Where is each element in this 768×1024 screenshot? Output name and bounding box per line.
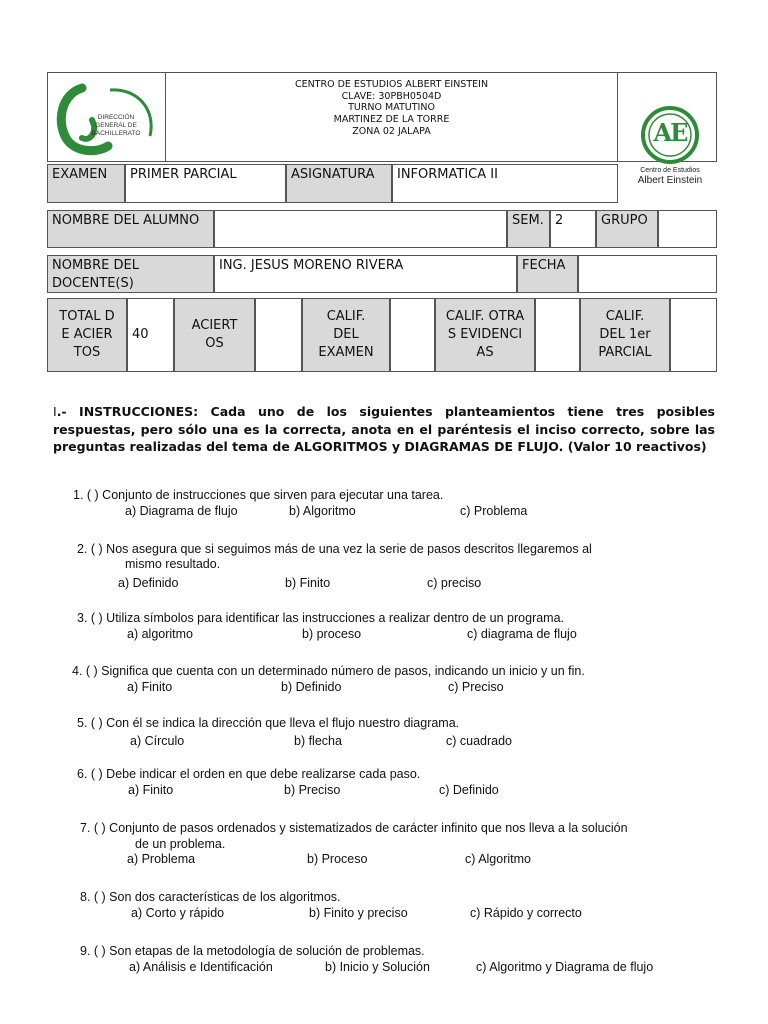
q7-option-b: b) Proceso (307, 852, 368, 866)
examen-value: PRIMER PARCIAL (125, 164, 286, 203)
sem-label: SEM. (507, 210, 550, 248)
calif-otras-value[interactable] (535, 298, 580, 372)
ae-caption-1: Centro de Estudios (640, 167, 700, 174)
q2-option-a: a) Definido (118, 576, 179, 590)
question-3: 3. ( ) Utiliza símbolos para identificar las instrucciones a realizar dentro de un programa. (77, 611, 565, 625)
calif-examen-value[interactable] (390, 298, 435, 372)
examen-label: EXAMEN (47, 164, 125, 203)
ae-logo-letters: AE (653, 118, 687, 147)
asignatura-value: INFORMATICA II (392, 164, 618, 203)
q7-option-c: c) Algoritmo (465, 852, 531, 866)
question-stem: 1. ( ) Conjunto de instrucciones que sirven para ejecutar una tarea. (73, 488, 444, 502)
docente-value: ING. JESUS MORENO RIVERA (214, 255, 517, 293)
alumno-label: NOMBRE DEL ALUMNO (47, 210, 214, 248)
q8-option-c: c) Rápido y correcto (470, 906, 582, 920)
q1-option-c: c) Problema (460, 504, 528, 518)
grupo-label: GRUPO (596, 210, 658, 248)
q8-option-a: a) Corto y rápido (131, 906, 225, 920)
question-6: 6. ( ) Debe indicar el orden en que debe realizarse cada paso. (77, 767, 421, 781)
total-aciertos-label: TOTAL DE ACIERTOS (47, 298, 127, 372)
question-7: 7. ( ) Conjunto de pasos ordenados y sistematizados de carácter infinito que nos lleva a la solución (80, 821, 628, 835)
question-8: 8. ( ) Son dos características de los algoritmos. (80, 890, 341, 904)
q1-option-a: a) Diagrama de flujo (125, 504, 238, 518)
question-4: 4. ( ) Significa que cuenta con un determinado número de pasos, indicando un inicio y un fin. (72, 664, 585, 678)
q6-option-b: b) Preciso (284, 783, 341, 797)
instructions (53, 403, 715, 456)
q6-option-c: c) Definido (439, 783, 499, 797)
q5-option-a: a) Círculo (130, 734, 185, 748)
q6-option-a: a) Finito (128, 783, 174, 797)
total-aciertos-value: 40 (127, 298, 174, 372)
fecha-value[interactable] (578, 255, 717, 293)
q8-option-b: b) Finito y preciso (309, 906, 408, 920)
calif-otras-label: CALIF. OTRAS EVIDENCIAS (435, 298, 535, 372)
dgb-logo (52, 80, 162, 158)
fecha-label: FECHA (517, 255, 578, 293)
grupo-value[interactable] (658, 210, 717, 248)
q2-option-b: b) Finito (285, 576, 331, 590)
aciertos-value[interactable] (255, 298, 302, 372)
q9-option-a: a) Análisis e Identificación (129, 960, 273, 974)
albert-einstein-logo (620, 104, 720, 196)
aciertos-label: ACIERTOS (174, 298, 255, 372)
calif-parcial-value[interactable] (670, 298, 717, 372)
school-header (165, 72, 618, 162)
q5-option-c: c) cuadrado (446, 734, 513, 748)
q5-option-b: b) flecha (294, 734, 342, 748)
calif-parcial-label: CALIF. DEL 1er PARCIAL (580, 298, 670, 372)
q9-option-b: b) Inicio y Solución (325, 960, 430, 974)
asignatura-label: ASIGNATURA (286, 164, 392, 203)
calif-examen-label: CALIF. DEL EXAMEN (302, 298, 390, 372)
ae-caption-2: Albert Einstein (637, 175, 703, 186)
instructions-text: .- INSTRUCCIONES: Cada uno de los siguientes planteamientos tiene tres posibles respuestas, pero sólo una es la correcta, anota en el paréntesis el inciso correcto, sobre las preguntas realizadas del tema de ALGORITMOS y DIAGRAMAS DE FLUJO. (Valor 10 reactivos) (53, 404, 715, 454)
dgb-logo-line-2: GENERAL DE (95, 122, 137, 129)
question-9: 9. ( ) Son etapas de la metodología de solución de problemas. (80, 944, 425, 958)
question-7-continued: de un problema. (135, 837, 226, 851)
question-1 (73, 487, 443, 503)
q2-option-c: c) preciso (427, 576, 482, 590)
q4-option-b: b) Definido (281, 680, 342, 694)
docente-label: NOMBRE DEL DOCENTE(S) (47, 255, 214, 293)
question-5: 5. ( ) Con él se indica la dirección que lleva el flujo nuestro diagrama. (77, 716, 460, 730)
q9-option-c: c) Algoritmo y Diagrama de flujo (476, 960, 654, 974)
sem-value: 2 (550, 210, 596, 248)
q7-option-a: a) Problema (127, 852, 196, 866)
dgb-logo-line-1: DIRECCIÓN (97, 114, 135, 121)
alumno-value[interactable] (214, 210, 507, 248)
school-city: MARTINEZ DE LA TORRE (333, 114, 450, 126)
question-2-continued: mismo resultado. (125, 557, 221, 571)
q3-option-a: a) algoritmo (127, 627, 193, 641)
school-turno: TURNO MATUTINO (348, 102, 435, 114)
school-name: CENTRO DE ESTUDIOS ALBERT EINSTEIN (294, 79, 489, 90)
q3-option-c: c) diagrama de flujo (467, 627, 577, 641)
q3-option-b: b) proceso (302, 627, 362, 641)
q4-option-c: c) Preciso (448, 680, 504, 694)
dgb-logo-line-3: BACHILLERATO (91, 130, 141, 137)
school-clave: CLAVE: 30PBH0504D (341, 90, 442, 102)
school-zona: ZONA 02 JALAPA (352, 125, 431, 137)
q1-option-b: b) Algoritmo (289, 504, 356, 518)
instructions-prefix: I (53, 404, 57, 419)
q4-option-a: a) Finito (127, 680, 173, 694)
question-2: 2. ( ) Nos asegura que si seguimos más de una vez la serie de pasos descritos llegaremos al (77, 542, 592, 556)
